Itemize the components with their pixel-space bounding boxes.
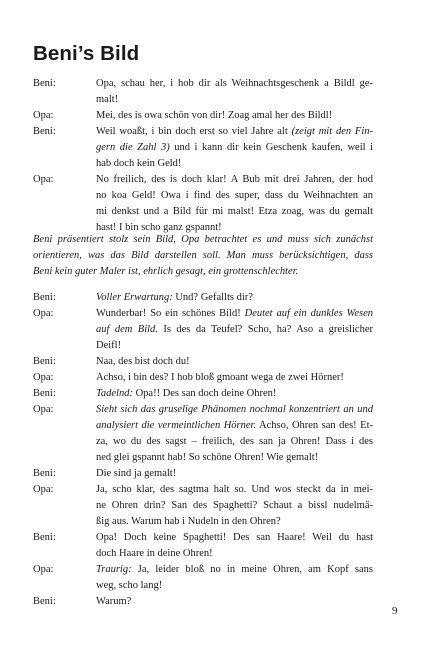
line-text: [96, 450, 373, 466]
line-text: [96, 306, 373, 322]
line-text: [96, 156, 373, 172]
speaker-label: Opa:: [33, 110, 54, 121]
spoken-text: Achso, Ohren san des! Et-: [256, 420, 373, 431]
stage-note: Voller Erwartung:: [96, 292, 173, 303]
line-text: [96, 514, 373, 530]
spoken-text: Ja, leider bloß no in meine Ohren, am Kopf sans: [131, 564, 373, 575]
speaker-label: Beni:: [33, 292, 56, 303]
line-text: [96, 76, 373, 92]
line-text: [96, 434, 373, 450]
line-text: [96, 530, 373, 546]
stage-direction-line: Beni kein guter Maler ist, ehrlich gesagt, ein grottenschlechter.: [33, 266, 299, 277]
spoken-text: za, wo du des sagst – freilich, des san ja Ohren! Dass i des: [96, 436, 373, 447]
line-text: [96, 172, 373, 188]
line-text: [96, 418, 373, 434]
spoken-text: Naa, des bist doch du!: [96, 356, 190, 367]
line-text: [96, 338, 373, 354]
line-text: [96, 594, 373, 610]
spoken-text: Wunderbar! So ein schönes Bild!: [96, 308, 245, 319]
line-text: [96, 466, 373, 482]
spoken-text: malt!: [96, 94, 119, 105]
speaker-label: Beni:: [33, 356, 56, 367]
spoken-text: ne Ohren drin? San des Spaghetti? Schaut a bissl nudelmä-: [96, 500, 373, 511]
line-text: [96, 92, 373, 108]
spoken-text: doch Haare in deine Ohren!: [96, 548, 213, 559]
line-text: [96, 322, 373, 338]
stage-note: Traurig:: [96, 564, 132, 575]
stage-note: auf dem Bild.: [96, 324, 158, 335]
line-text: [96, 482, 373, 498]
spoken-text: ßig aus. Warum hab i Nudeln in den Ohren?: [96, 516, 281, 527]
speaker-label: Beni:: [33, 596, 56, 607]
spoken-text: Deifl!: [96, 340, 122, 351]
speaker-label: Opa:: [33, 564, 54, 575]
spoken-text: und i kann dir kein Geschenk kaufen, weil i: [169, 142, 373, 153]
speaker-label: Beni:: [33, 78, 56, 89]
stage-note: (zeigt mit den Fin-: [291, 126, 373, 137]
page-number: 9: [392, 605, 398, 617]
speaker-label: Beni:: [33, 532, 56, 543]
line-text: [96, 370, 373, 386]
spoken-text: ned glei gspannt hab! So schöne Ohren! Wie gemalt!: [96, 452, 319, 463]
speaker-label: Beni:: [33, 126, 56, 137]
spoken-text: Mei, des is owa schön von dir! Zoag amal her des Bildl!: [96, 110, 333, 121]
spoken-text: Die sind ja gemalt!: [96, 468, 177, 479]
spoken-text: hast! I bin scho ganz gspannt!: [96, 222, 222, 233]
speaker-label: Opa:: [33, 174, 54, 185]
spoken-text: weg, scho lang!: [96, 580, 163, 591]
line-text: [96, 498, 373, 514]
spoken-text: No freilich, des is doch klar! A Bub mit drei Jahren, der hod: [96, 174, 373, 185]
stage-direction-line: orientieren, was das Bild darstellen soll. Man muss berücksichtigen, dass: [33, 250, 373, 261]
spoken-text: Opa! Doch keine Spaghetti! Des san Haare! Weil du hast: [96, 532, 373, 543]
spoken-text: Warum?: [96, 596, 132, 607]
stage-note: Deutet auf ein dunkles Wesen: [244, 308, 374, 319]
stage-note: Tadelnd:: [96, 388, 133, 399]
speaker-label: Opa:: [33, 404, 54, 415]
line-text: [96, 546, 373, 562]
speaker-label: Opa:: [33, 372, 54, 383]
speaker-label: Opa:: [33, 484, 54, 495]
stage-note: gern die Zahl 3): [96, 142, 170, 153]
spoken-text: Opa!! Des san doch deine Ohren!: [132, 388, 277, 399]
stage-note: analysiert die vermeintlichen Hörner.: [96, 420, 257, 431]
speaker-label: Opa:: [33, 308, 54, 319]
page-title: Beni’s Bild: [33, 42, 140, 65]
speaker-label: Beni:: [33, 468, 56, 479]
spoken-text: Opa, schau her, i hob dir als Weihnachtsgeschenk a Bildl ge-: [96, 78, 373, 89]
stage-direction-line: Beni präsentiert stolz sein Bild, Opa betrachtet es und muss sich zunächst: [33, 234, 373, 245]
spoken-text: hab doch kein Geld!: [96, 158, 182, 169]
stage-note: Sieht sich das gruselige Phänomen nochmal konzentriert an und: [96, 404, 373, 415]
line-text: [96, 562, 373, 578]
spoken-text: Weil woaßt, i bin doch erst so viel Jahre alt: [96, 126, 292, 137]
line-text: [96, 354, 373, 370]
spoken-text: no koa Geld! Owa i find des super, dass du Weihnachten an: [96, 190, 373, 201]
line-text: [96, 124, 373, 140]
spoken-text: Achso, i bin des? I hob bloß gmoant wega de zwei Hörner!: [96, 372, 344, 383]
line-text: [96, 140, 373, 156]
line-text: [96, 578, 373, 594]
speaker-label: Beni:: [33, 388, 56, 399]
line-text: [96, 108, 373, 124]
line-text: [96, 188, 373, 204]
spoken-text: Is des da Teufel? Scho, ha? Aso a greislicher: [157, 324, 373, 335]
spoken-text: Und? Gefallts dir?: [172, 292, 253, 303]
line-text: [96, 290, 373, 306]
line-text: [96, 386, 373, 402]
line-text: [96, 204, 373, 220]
spoken-text: mi denkst und a Bild für mi malst! Etza zoag, was du gemalt: [96, 206, 373, 217]
spoken-text: Ja, scho klar, des sagtma halt so. Und wos steckt da in mei-: [96, 484, 373, 495]
line-text: [96, 402, 373, 418]
